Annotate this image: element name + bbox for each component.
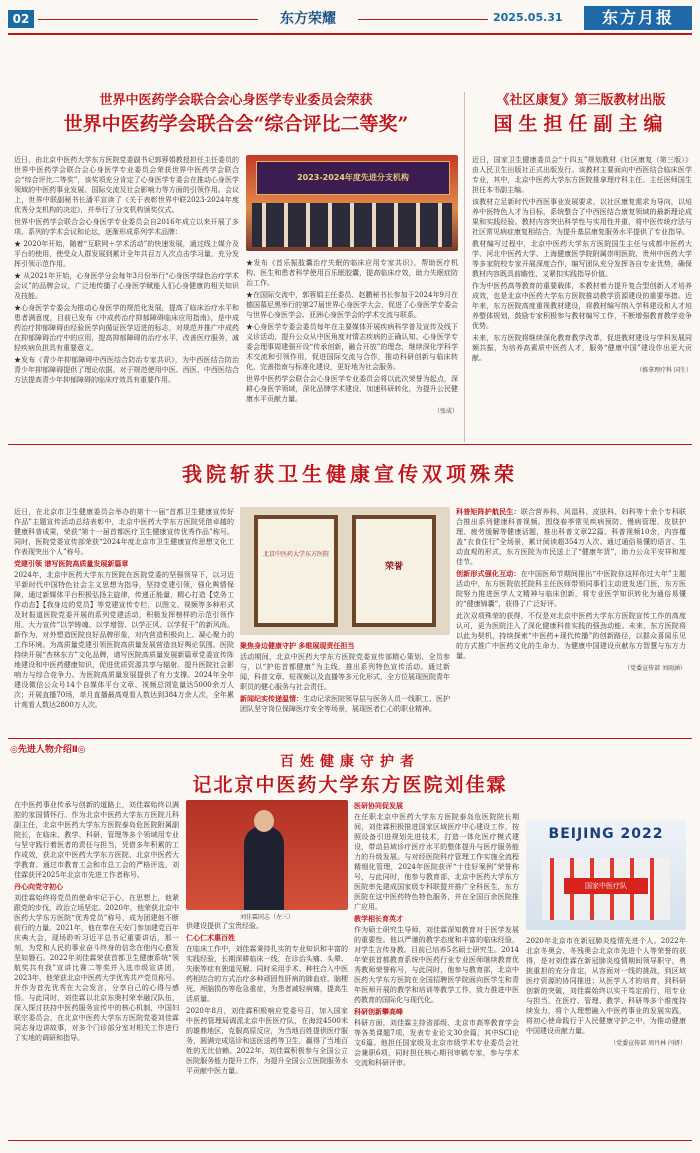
article4-subhead: 教学相长育英才	[354, 915, 403, 923]
article4-title: 记北京中医药大学东方医院刘佳霖	[192, 774, 508, 796]
section-divider	[8, 738, 692, 739]
inline-text: 在中国医师节期间推出“中医院你这样你过大年”主题活动中，东方医院依托院科主任医师带领同事们主动进发进门医，东方医院努力推进医学人文精神与临床创新，将专业医学知识转化为通俗易懂的“健康锦囊”，获得了广泛好评。	[456, 570, 686, 608]
paragraph: ★心身医学专委会为推动心身医学的规范化发展，提高了临床治疗水平和患者满意度，目前已发布《中成药治疗抑郁障碍临床应用指南》，是中成药治疗抑郁障碍由经验医学向循证医学迈进的标志，对规范并推广中成药在抑郁障碍治疗中的应用，提高抑郁障碍的治疗水平，改善医疗服务，减轻疾病负担具有重要意义。	[14, 304, 239, 352]
portrait-photo	[186, 800, 348, 910]
paragraph: ★心身医学专委会委员每年在主要媒体开展疾病科学普及宣传及线下义诊活动，提升公众从中医角度对情志疾病的正确认知。心身医学专委会理事周建强开设“传承创新，融合开放”的理念，继续深化学科学术交流和引领作用，促进国际交流与合作，推动科研创新与临床转化，完善指南与标准化建设，更好地为社会服务。	[246, 323, 458, 371]
award-recipients-group	[252, 203, 452, 247]
inline-text: 生动记录医院领导层与医务人员一线职工、医护团队坚守岗位保障医疗安全等场景，展现医者仁心的职业精神。	[240, 695, 450, 713]
certificate-2: 荣誉	[356, 519, 432, 623]
award-ceremony-photo	[246, 155, 458, 251]
section-divider	[8, 444, 692, 445]
paragraph: 供建设提供了宝贵经验。	[186, 922, 263, 930]
certificate-1: 北京中医药大学东方医院	[258, 519, 334, 623]
header-divider	[8, 33, 692, 35]
article4-subhead: 丹心向党守初心	[14, 883, 63, 891]
paragraph	[240, 694, 450, 714]
paragraph: 2020年8月，刘佳霖积极响应党委号召，加入国家中医药管理局调派北京中医医疗队，在海淀4500米的雄鼎地区，克服高原反应，为当地百姓提供医疗服务，圆满完成巡诊和送医送药等卫生，赢得了当地百姓的无比信赖。2022年，刘佳霖积极参与全国公立医院服务能力提升工作，为提升全国公立医院服务水平贡献中医力量。	[186, 1007, 348, 1075]
issue-date: 2025.05.31	[493, 11, 563, 24]
paragraph	[456, 507, 686, 567]
article1-col1	[14, 155, 239, 387]
article-textbook-title-block	[470, 92, 692, 138]
paragraph: 在中医药事业传承与创新的道路上，刘佳霖始终以满腔的家国情怀行。作为北京中医药大学东方医院儿科副主任，北京中医药大学东方医院泰岛危医院附属副院长，在临床、教学、科研、管理等多个领域用专业与坚守践行着医者的责任与担当，凭借多年积累的工作成效，获北京中医药大学东方医院、北京中医药大学教育、通过市教育工会和市总工会的严格评选，刘佳霖获评2025年北京市先进工作者称号。	[14, 801, 179, 879]
paragraph: 世界中医药学会联合会心身医学专业委员会将以此次荣誉为起点，深耕心身医学领域，深化品牌学术建设，加速科研转化，为提升公民健康水平贡献力量。	[246, 375, 458, 403]
person-figure	[244, 826, 284, 910]
inline-text: 联合营养科、风湿科、皮肤科、妇科等十余个专科联合推出系列健康科普视频。围绕春季常见疾病预防、慢病管理、皮肤护理、疲劳缓解等健康话题，推出科普文章22篇、科普视频10余，内容覆盖“衣食住行”全场景，累计阅读超354万人次。通过通俗易懂的语言、生动直观的形式，东方医院为市民送上了“健康年货”，助力公众平安祥和度佳节。	[456, 508, 687, 566]
article1-title: 世界中医药学会联合会“综合评比二等奖”	[63, 113, 409, 135]
team-banner: 国家中医疗队	[564, 878, 648, 894]
paragraph: ★发布《青少年抑郁障碍中西医结合防治专家共识》，为中西医结合防治青少年抑郁障碍提供了理论依据。对于规范使用中医、西医、中西医结合方法提高青少年抑郁障碍的临床疗效具有重要作用。	[14, 356, 239, 384]
article4-credit: （党委宣传部 周丹林 闫妍）	[610, 1040, 686, 1047]
inline-subhead: 科普矩阵护航民生：	[456, 507, 521, 516]
paragraph: 在临床工作中，刘佳霖秉持扎实的专业知识和丰富的实践经验，长期深耕临床一线，在诊治头痛、头晕、失眠等症有独道见解。同时采用手术、种柱合入中医药相结合的方式治疗多种顽固性肝病的肺血症、脑梗死、颅脑损伤等危急重症，为患者减轻病痛，提高生活质量。	[186, 945, 348, 1003]
article4-subhead: 医研协同促发展	[354, 802, 403, 810]
article1-credit: （张成）	[433, 408, 458, 415]
certificate-frame-1	[254, 515, 338, 627]
article3-col1	[14, 507, 234, 712]
paragraph: 近日，在北京市卫生健康委员会举办的第十一届“首都卫生健康宣传好作品”主题宣传活动总结表彰中，北京中医药大学东方医院凭借卓越的健康科普成果，荣获“第十一届首都医疗卫生健康宣传优秀作品”称号。同时，医院党委宣传部荣获“2024年度北京市卫生健康宣传思想文化工作表现突出个人”称号。	[14, 508, 234, 556]
paragraph: ★ 2020年开始，随着“互联网＋学术活动”的快速发展，通过线上媒介及平台的使用，使受众人群发展到累计全年共百万人次点击学习量，充分发挥引领示范作用。	[14, 240, 239, 268]
paragraph: ★ 从2021年开始，心身医学分会每年3月份举行“心身医学绿色治疗学术会议”的品牌会议，广泛地传播了心身医学赋能人们心身健康的相关知识及技能。	[14, 272, 239, 300]
article2-credit: （推拿理疗科 国生）	[636, 367, 692, 374]
inline-subhead: 创新形式强化互动：	[456, 569, 521, 578]
page-number: 02	[8, 10, 34, 28]
article2-body	[472, 155, 692, 374]
paragraph: 近日，由北京中医药大学东方医院党委副书记郭蓉娟教授担任主任委员的世界中医药学会联合会心身医学专业委员会荣获世界中医药学会联合会“综合评比二等奖”，该奖项充分肯定了心身医学专委会在推动心身医学领域的中医药事业发展、国际交流及社会影响力等方面的引领作用。会议上，世界中联副秘书长潘平宣读了《关于表彰世界中联2023-2024年度优秀分支机构的决定》，并举行了分支机构颁奖仪式。	[14, 156, 239, 214]
feature-tag: ◎先进人物介绍Ⅱ◎	[10, 745, 86, 755]
column-divider	[464, 92, 465, 442]
paragraph: 活动期间，北京中医药大学东方医院党委宣传部精心策划、全员参与，以“护佑首都健康”为主线，推出系列特色宣传活动。通过新闻、科普文章、短视频以及直播等多元化形式，全方位展现医院青年职员的健心服务与社会责任。	[240, 653, 450, 691]
beijing-2022-sign: BEIJING 2022	[548, 826, 664, 842]
paragraph: 2024年，北京中医药大学东方医院在医院党委的坚强领导下，以习近平新时代中国特色社会主义思想为指导，坚持党建引领，强化舆情保障，通过新媒体平台积极弘扬主旋律，传递正能量，精心打造【党务工作动态】【我身边的党员】等党建宣传专栏，以图文、视频等多种形式及时报道医院党委开展的系列党建活动，积极发挥榜样的示范引领作用。大力宣传“以学铸魂、以学增智、以学正风、以学促干”的新风尚。新作为，对外塑造医院良好品牌形象，对内营造积极向上、凝心聚力的工作环境。为高质量党建引领医院高质量发展营造良好舆论氛围。医院持续开展“杏林东方”文化品牌，谱写医院高质量发展新篇章党委宣传阵地建设和中医药健康知识，促进优质资源共享与辐射。提升医院社会影响力与综合竞争力。为医院高质量发展提供了有力支撑。2024年全年建设微信公众号14个自媒体平台文章、视频总浏览量达5000余万人次；开展直播70场，单月直播最高观看人数达到384万余人次，全年累计观看人数达2800万人次。	[14, 571, 234, 709]
article4-col4	[526, 936, 686, 1047]
paragraph: 科研方面，刘佳霖主持省部级、北京市高等教育学会等各类课题7项，发表专业论文30余篇，其中SCI论文6篇。他担任国家级及北京市级学术专业委员会社会兼职6项，同时担任核心期刊审稿专家，参与学术交流和科研评审。	[354, 1019, 519, 1067]
article-award-title-block	[14, 92, 458, 138]
certificates-photo	[240, 507, 450, 635]
article3-title: 我院斩获卫生健康宣传双项殊荣	[182, 462, 518, 486]
article4-title-block	[14, 752, 686, 798]
paragraph: 该教材立足新时代中西医事业发展要求，以社区康复需求为导向，以培养中医特色人才为目标，系统整合了中西医结合康复领域的最新理论成果和实践经验。教材内容突出科学性与实用性并重，将中医传统疗法与社区常见病症康复相结合，为提升基层康复服务水平提供了专业指导。	[472, 198, 692, 236]
paragraph: 2020年北京市在新冠肺炎疫情先进个人。2022年北京冬奥会、冬残奥会北京市先进个人等荣誉的获得，是对刘佳霖在新冠肺炎疫情期间领导职守，勇挑重担的充分肯定，从容面对一线的挑战，到区域医疗资源的协同推进；从医学人才的培育，到科研创新的突破，刘佳霖始终以实干笃定前行，用专业与担当，在医疗、管理、教学、科研等多个维度持续发力，将个人理想融入中医药事业的发展实践，将初心使命践行于人民健康守护之中，为推动健康中国建设贡献力量。	[526, 937, 686, 1035]
person-head	[254, 810, 274, 832]
article1-col2	[246, 258, 458, 415]
article4-col3	[354, 800, 519, 1070]
paragraph: 作为硕士研究生导师，刘佳霖深知教育对于医学发展的重要性。他以严谨的教学态度和丰富的临床经验，对学生言传身教。目前已培养5名硕士研究生。2014年荣获首都教育系统中医药行业专业医师继续教育优秀教师荣誉称号，与此同时，他参与教育部，北京中医药大学东方医院在全国招聘医学院面向医学生和青年医师开展的教学和培训等教学工作，致力推进中医药教育的国际化与现代化。	[354, 926, 519, 1004]
paragraph	[456, 569, 686, 609]
article3-col2	[240, 640, 450, 716]
paragraph: 此次双项殊荣的获得，不仅是对北京中医药大学东方医院宣传工作的高度认可，更为医院注入了深化健康科普实践的强劲动能。未来，东方医院将以此为契机，持续探索“中医药+现代传播”的创新路径，以群众喜闻乐见的方式推广中医药文化的生命力，为健康中国建设贡献东方智慧与东方力量。	[456, 612, 686, 660]
header-rule-right	[358, 19, 488, 20]
paper-logo: 东方月报	[584, 6, 692, 30]
paragraph: 未来，东方医院将继续深化教育教学改革，促进教材建设与学科发展同频共振，为培养高素质中医药人才，服务“健康中国”建设作出更大贡献。	[472, 334, 692, 362]
article4-subhead: 科研创新攀高峰	[354, 1008, 403, 1016]
stage-banner: 2023-2024年度先进分支机构	[256, 161, 450, 195]
section-name: 东方荣耀	[280, 11, 336, 27]
beijing-2022-photo	[526, 820, 686, 930]
article3-col3	[456, 507, 686, 672]
paragraph: ★发布《首乐振肢囊治疗失眠的临床应用专家共识》，帮助医疗机构、医生和患者科学使用百乐眠胶囊，提高临床疗效，助力失眠症防治工作。	[246, 259, 458, 287]
article4-subhead: 仁心仁术惠百姓	[186, 934, 235, 942]
article2-title: 国生担任副主编	[493, 113, 669, 135]
article3-subhead: 聚焦身边健康守护 多维展现责任担当	[240, 642, 355, 650]
paragraph: 刘佳霖始终将党员的使命牢记于心，在思想上，他紧跟党的步伐，政治立场坚定。2020年，他荣获北京中医药大学东方医院“优秀党员”称号，成为团建他不断前行的力量。2021年，他在奉在天安门参加建党百年庆典大会，现场聆听习近平总书记重要讲话，那一刻，为党和人民的事业奋斗终身的信念在他内心愈发坚如磐石。2022年刘佳霖荣获首都卫生健康系统“领航奖共有我”宣讲比赛二等奖并入选市级宣讲团，2023年，他荣获北京中医药大学优秀共产党员称号。并作为首先优秀在大会发言，分享自己的心得与感悟。与此同时，刘佳霖以北京东奥村荣幸融汉队伍，深入探讨扶持中医药服务宣传中的核心机制，中国妇联宗委员会，在北京中医药大学东方医院党委刘佳霖同志身边讲故事，对多个门诊部分室对相关工作进行了实地的调研和指导。	[14, 894, 179, 1042]
article4-col2	[186, 912, 348, 1078]
page-header	[8, 6, 692, 32]
paragraph: 作为中医药高等教育的重要载体，本教材着力提升复合型创新人才培养成效，也是北京中医药大学东方医院推动教学资源建设的重要举措。近年来，东方医院高度重视教材建设，将教材编写纳入学科建设和人才培养整体规划，鼓励专家积极参与教材编写工作，不断增强教育教学竞争优势。	[472, 282, 692, 330]
inline-subhead: 新闻纪实传递温情：	[240, 694, 303, 703]
article2-subtitle: 《社区康复》第三版教材出版	[496, 93, 666, 108]
article3-credit: （党委宣传部 刘雨涵）	[624, 665, 686, 672]
header-rule-left	[38, 19, 258, 20]
article4-col1	[14, 800, 179, 1045]
paragraph: 世界中医药学会联合会心身医学专业委员会自2016年成立以来开展了多项、系列的学术会议和论坛，逐渐形成系列学术品牌：	[14, 218, 239, 236]
paragraph: 近日，国家卫生健康委员会“十四五”规划教材《社区康复（第三版）》由人民卫生出版社正式出版发行。该教材主要面向中西医结合临床医学专业，其中，北京中医药大学东方医院推拿理疗科主任、主任医师国生担任本书副主编。	[472, 156, 692, 194]
paragraph: ★在国际交流中，郭蓉娟主任委员、赵鹏秘书长参加于2024年9月在德国慕尼黑举行的第27届世界心身医学大会，促进了心身医学专委会与世界心身医学会、亚洲心身医学会的学术交流与联系。	[246, 291, 458, 319]
paragraph: 在任职北京中医药大学东方医院泰岛危医院院长期间，刘佳霖积极推进国家区域医疗中心建设工作，按照设备引进规划先进技术，打造一体化医疗模式建设，带动县域诊疗医疗水平的整体提升与医疗服务能力的升级发展。与对经医院科疗管理工作实施全流程精细化管理，2024年医院获评“十佳好案例”荣誉称号，与此同时，他参与教育部，北京中医药大学东方医院率先建成国家级专科联盟并推广全科医生，东方医院在这中医药特色特色服务，并在全国百余医院推广应用。	[354, 813, 519, 911]
photo-caption: 刘佳霖同志（左三）	[239, 914, 294, 921]
article3-subhead: 党建引领 谱写医院高质量发展新篇章	[14, 560, 129, 568]
article1-subtitle: 世界中医药学会联合会心身医学专业委员会荣获	[99, 93, 373, 108]
paragraph: 教材编写过程中，北京中医药大学东方医院国生主任与成都中医药大学、河北中医药大学、上海健康医学院附属崇明医院、贵州中医药大学等多家院校专家开展深度合作，编写团队充分发挥各自专业优势，确保教材内容既具前瞻性、又紧扣实践指导价值。	[472, 240, 692, 278]
certificate-frame-2	[352, 515, 436, 627]
article4-subtitle: 百姓健康守护者	[280, 754, 420, 770]
footer-rule	[8, 1140, 692, 1141]
